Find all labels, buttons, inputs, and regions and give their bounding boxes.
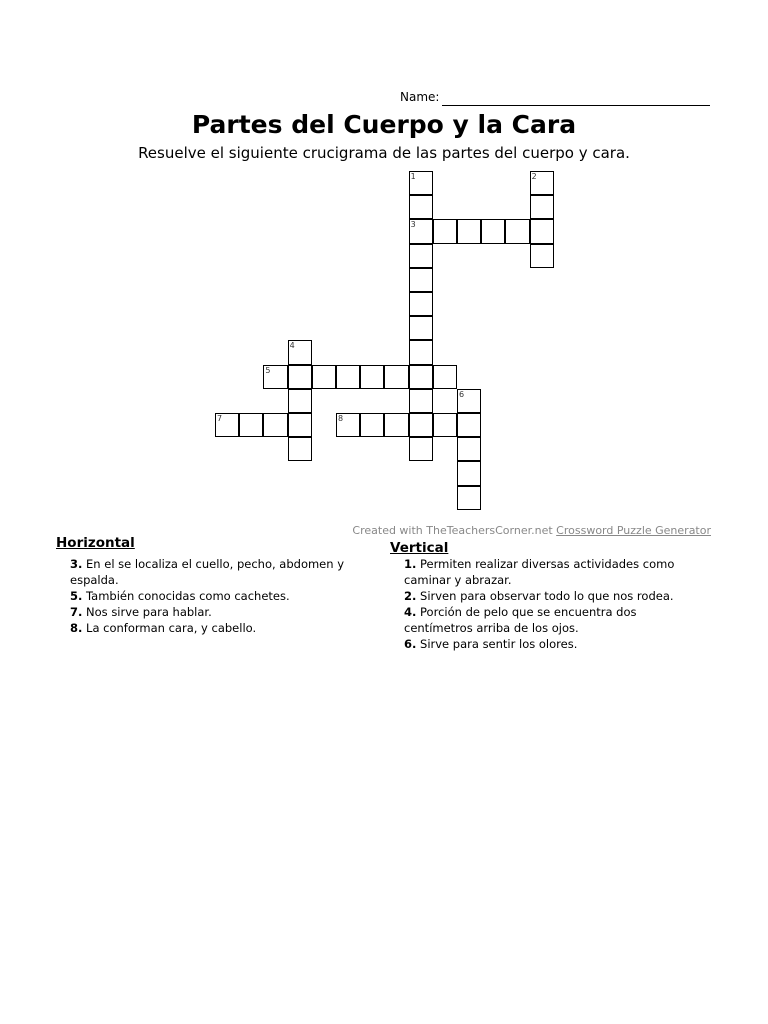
grid-cell[interactable] — [384, 413, 408, 437]
credit-text: Created with TheTeachersCorner.net — [352, 524, 557, 537]
clue-item — [70, 604, 370, 620]
name-label: Name: — [400, 90, 440, 104]
grid-cell[interactable] — [288, 413, 312, 437]
grid-cell[interactable] — [457, 389, 481, 413]
grid-cell[interactable] — [288, 340, 312, 364]
instructions: Resuelve el siguiente crucigrama de las partes del cuerpo y cara. — [138, 144, 630, 162]
clue-number: 8 — [338, 414, 344, 423]
clue-item — [404, 588, 704, 604]
grid-cell[interactable] — [457, 413, 481, 437]
grid-cell[interactable] — [239, 413, 263, 437]
grid-cell[interactable] — [457, 437, 481, 461]
clue-item — [70, 620, 370, 636]
grid-cell[interactable] — [409, 365, 433, 389]
grid-cell[interactable] — [530, 244, 554, 268]
grid-cell[interactable] — [530, 171, 554, 195]
grid-cell[interactable] — [457, 486, 481, 510]
clue-num: 7. — [70, 605, 83, 619]
down-clue-list — [404, 556, 704, 652]
clue-text: También conocidas como cachetes. — [82, 589, 290, 603]
down-heading: Vertical — [390, 540, 449, 556]
grid-cell[interactable] — [360, 365, 384, 389]
clue-number: 7 — [217, 414, 223, 423]
grid-cell[interactable] — [360, 413, 384, 437]
grid-cell[interactable] — [409, 244, 433, 268]
grid-cell[interactable] — [409, 195, 433, 219]
clue-item — [404, 604, 704, 636]
grid-cell[interactable] — [288, 389, 312, 413]
grid-cell[interactable] — [263, 365, 287, 389]
clue-text: Porción de pelo que se encuentra dos centímetros arriba de los ojos. — [404, 605, 637, 635]
clue-text: Sirven para observar todo lo que nos rodea. — [416, 589, 674, 603]
clue-text: En el se localiza el cuello, pecho, abdomen y espalda. — [70, 557, 345, 587]
generator-link[interactable]: Crossword Puzzle Generator — [556, 524, 711, 537]
grid-cell[interactable] — [457, 461, 481, 485]
grid-cell[interactable] — [433, 365, 457, 389]
grid-cell[interactable] — [384, 365, 408, 389]
across-clue-list — [70, 556, 370, 636]
clue-num: 1. — [404, 557, 417, 571]
clue-number: 3 — [410, 220, 416, 230]
credit-line — [352, 524, 711, 537]
grid-cell[interactable] — [409, 292, 433, 316]
grid-cell[interactable] — [530, 219, 554, 243]
clue-text: Permiten realizar diversas actividades como caminar y abrazar. — [404, 557, 675, 587]
clue-num: 3. — [70, 557, 83, 571]
clue-number: 1 — [410, 172, 416, 181]
grid-cell[interactable] — [433, 413, 457, 437]
grid-cell[interactable] — [409, 268, 433, 292]
clue-number: 6 — [459, 389, 465, 399]
grid-cell[interactable] — [433, 219, 457, 243]
grid-cell[interactable] — [409, 171, 433, 195]
clue-item — [70, 588, 370, 604]
clue-number: 4 — [289, 341, 295, 351]
grid-cell[interactable] — [336, 413, 360, 437]
name-line[interactable] — [442, 105, 710, 106]
clue-number: 2 — [531, 172, 537, 181]
grid-cell[interactable] — [505, 219, 529, 243]
clue-num: 4. — [404, 605, 417, 619]
clue-item — [404, 636, 704, 652]
clue-text: Sirve para sentir los olores. — [416, 637, 578, 651]
grid-cell[interactable] — [215, 413, 239, 437]
grid-cell[interactable] — [288, 437, 312, 461]
grid-cell[interactable] — [409, 316, 433, 340]
grid-cell[interactable] — [409, 413, 433, 437]
grid-cell[interactable] — [288, 365, 312, 389]
clue-item — [404, 556, 704, 588]
grid-cell[interactable] — [409, 437, 433, 461]
grid-cell[interactable] — [312, 365, 336, 389]
clue-num: 6. — [404, 637, 417, 651]
across-heading: Horizontal — [56, 535, 135, 551]
grid-cell[interactable] — [457, 219, 481, 243]
grid-cell[interactable] — [263, 413, 287, 437]
grid-cell[interactable] — [409, 389, 433, 413]
grid-cell[interactable] — [409, 340, 433, 364]
clue-number: 5 — [265, 365, 271, 375]
grid-cell[interactable] — [530, 195, 554, 219]
clue-num: 2. — [404, 589, 417, 603]
clue-text: Nos sirve para hablar. — [82, 605, 212, 619]
grid-cell[interactable] — [481, 219, 505, 243]
clue-num: 8. — [70, 621, 83, 635]
clue-item — [70, 556, 370, 588]
clue-text: La conforman cara, y cabello. — [82, 621, 257, 635]
page-title: Partes del Cuerpo y la Cara — [191, 110, 577, 139]
grid-cell[interactable] — [336, 365, 360, 389]
clue-num: 5. — [70, 589, 83, 603]
grid-cell[interactable] — [409, 219, 433, 243]
